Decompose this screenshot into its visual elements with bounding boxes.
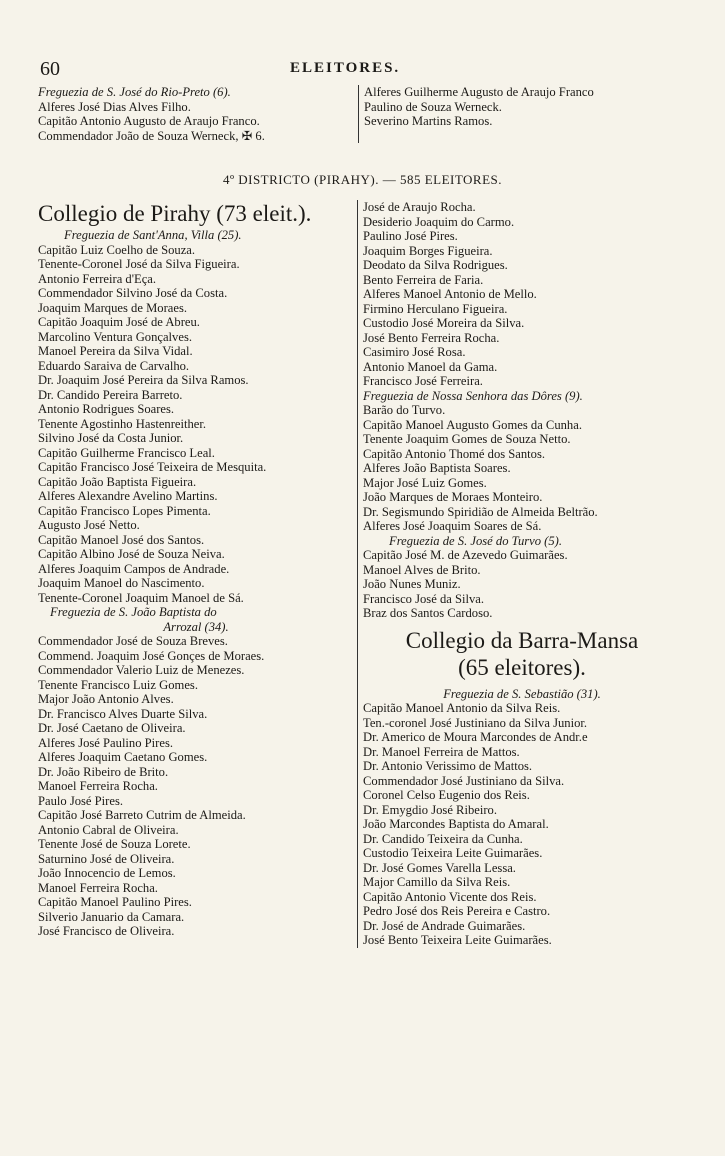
elector-entry: Capitão Manoel Paulino Pires. (38, 895, 192, 909)
elector-entry: Silverio Januario da Camara. (38, 909, 185, 924)
elector-entry: Dr. José de Andrade Guimarães. (363, 918, 526, 933)
top-left-column (38, 85, 359, 143)
elector-entry: Capitão Manoel Augusto Gomes da Cunha. (363, 417, 582, 432)
elector-entry: Tenente Francisco Luiz Gomes. (38, 677, 198, 692)
elector-list (38, 634, 354, 939)
elector-list (363, 701, 681, 948)
elector-entry: Braz dos Santos Cardoso. (363, 606, 493, 620)
elector-entry: Tenente-Coronel Joaquim Manoel de Sá. (38, 590, 244, 605)
elector-entry: Commendador José de Souza Breves. (38, 634, 228, 648)
elector-entry: Capitão Manoel Antonio da Silva Reis. (363, 701, 561, 715)
elector-entry: Capitão Albino José de Souza Neiva. (38, 547, 225, 561)
right-column (358, 200, 681, 948)
elector-entry: Dr. Candido Teixeira da Cunha. (363, 831, 523, 846)
elector-list (363, 403, 681, 534)
top-continuation (38, 85, 681, 143)
elector-entry: Eduardo Saraiva de Carvalho. (38, 358, 190, 373)
elector-entry: Capitão Antonio Vicente dos Reis. (363, 889, 537, 904)
elector-entry: Desiderio Joaquim do Carmo. (363, 214, 515, 229)
elector-entry: Alferes José Joaquim Soares de Sá. (363, 519, 542, 533)
elector-entry: Manoel Pereira da Silva Vidal. (38, 344, 193, 358)
college-title-barra-mansa: Collegio da Barra-Mansa (405, 627, 639, 653)
elector-entry: Dr. Emygdio José Ribeiro. (363, 802, 497, 817)
elector-entry: Ten.-coronel José Justiniano da Silva Junior. (363, 715, 588, 730)
elector-entry: Alferes Joaquim Caetano Gomes. (38, 750, 208, 764)
left-column (38, 200, 358, 948)
college-title-barra-mansa-count: (65 eleitores). (458, 654, 586, 680)
elector-entry: Capitão José M. de Azevedo Guimarães. (363, 548, 568, 562)
elector-entry: José Bento Ferreira Rocha. (363, 330, 500, 345)
parish-heading-cont: Arrozal (34). (163, 619, 229, 634)
elector-entry: Custodio José Moreira da Silva. (363, 316, 525, 330)
elector-entry: Commendador João de Souza Werneck, ✠ 6. (38, 128, 265, 143)
elector-entry: Capitão José Barreto Cutrim de Almeida. (38, 808, 246, 822)
elector-entry: Capitão Francisco José Teixeira de Mesquita. (38, 460, 267, 474)
elector-entry: Francisco José da Silva. (363, 591, 485, 606)
elector-entry: Paulino de Souza Werneck. (364, 99, 502, 114)
elector-entry: Deodato da Silva Rodrigues. (363, 258, 508, 272)
elector-entry: Dr. Americo de Moura Marcondes de Andr.e (363, 730, 588, 744)
elector-entry: Joaquim Marques de Moraes. (38, 300, 187, 315)
elector-entry: Capitão Francisco Lopes Pimenta. (38, 503, 211, 518)
elector-entry: Commend. Joaquim José Gonçes de Moraes. (38, 648, 265, 663)
elector-entry: Alferes José Dias Alves Filho. (38, 99, 191, 114)
elector-entry: Francisco José Ferreira. (363, 374, 483, 388)
elector-entry: Coronel Celso Eugenio dos Reis. (363, 788, 530, 802)
elector-entry: Commendador Silvino José da Costa. (38, 286, 228, 300)
elector-entry: Antonio Cabral de Oliveira. (38, 822, 179, 837)
parish-heading: Freguezia de Nossa Senhora das Dôres (9). (363, 388, 583, 403)
parish-heading: Freguezia de S. Sebastião (31). (443, 686, 601, 701)
elector-entry: Commendador José Justiniano da Silva. (363, 773, 565, 788)
elector-entry: Firmino Herculano Figueira. (363, 301, 508, 316)
elector-entry: Antonio Manoel da Gama. (363, 359, 498, 374)
elector-entry: Silvino José da Costa Junior. (38, 431, 184, 445)
elector-entry: Major João Antonio Alves. (38, 692, 174, 706)
elector-entry: Capitão Antonio Thomé dos Santos. (363, 446, 546, 461)
elector-entry: Manoel Alves de Brito. (363, 562, 481, 577)
elector-entry: Tenente Joaquim Gomes de Souza Netto. (363, 432, 571, 446)
elector-entry: José Francisco de Oliveira. (38, 924, 175, 938)
elector-entry: Joaquim Manoel do Nascimento. (38, 576, 205, 590)
elector-list (38, 243, 354, 606)
elector-entry: Alferes José Paulino Pires. (38, 735, 174, 750)
parish-heading: Freguezia de S. João Baptista do (50, 605, 217, 619)
district-heading: 4º DISTRICTO (PIRAHY). — 585 ELEITORES. (222, 172, 503, 187)
elector-entry: Dr. José Gomes Varella Lessa. (363, 860, 516, 875)
elector-entry: João Innocencio de Lemos. (38, 866, 176, 880)
elector-entry: Casimiro José Rosa. (363, 345, 466, 359)
elector-entry: José Bento Teixeira Leite Guimarães. (363, 933, 552, 947)
elector-entry: Manoel Ferreira Rocha. (38, 779, 158, 793)
elector-list (363, 200, 681, 389)
elector-entry: João Marques de Moraes Monteiro. (363, 490, 543, 504)
elector-entry: Paulino José Pires. (363, 229, 458, 243)
parish-heading: Freguezia de S. José do Turvo (5). (389, 533, 563, 548)
elector-entry: Antonio Ferreira d'Eça. (38, 271, 157, 286)
elector-entry: Tenente Agostinho Hastenreither. (38, 416, 207, 431)
elector-entry: Dr. João Ribeiro de Brito. (38, 764, 169, 779)
elector-entry: Tenente José de Souza Lorete. (38, 837, 191, 851)
elector-entry: Dr. Antonio Verissimo de Mattos. (363, 759, 533, 773)
elector-entry: Antonio Rodrigues Soares. (38, 402, 175, 416)
elector-entry: Tenente-Coronel José da Silva Figueira. (38, 257, 240, 271)
elector-entry: Augusto José Netto. (38, 518, 140, 532)
elector-entry: Alferes Alexandre Avelino Martins. (38, 489, 218, 503)
elector-entry: Paulo José Pires. (38, 793, 124, 808)
elector-entry: Alferes João Baptista Soares. (363, 461, 511, 475)
elector-entry: Major Camillo da Silva Reis. (363, 875, 511, 889)
elector-entry: Alferes Guilherme Augusto de Araujo Franco (364, 85, 594, 99)
elector-entry: Pedro José dos Reis Pereira e Castro. (363, 904, 551, 918)
elector-entry: Commendador Valerio Luiz de Menezes. (38, 663, 245, 677)
elector-entry: Freguezia de S. José do Rio-Preto (6). (38, 85, 231, 99)
main-columns (38, 200, 681, 948)
college-title-pirahy: Collegio de Pirahy (73 eleit.). (38, 201, 312, 226)
elector-entry: Capitão Manoel José dos Santos. (38, 532, 205, 547)
elector-entry: Major José Luiz Gomes. (363, 475, 487, 490)
elector-entry: Severino Martins Ramos. (364, 114, 493, 128)
elector-list (363, 548, 681, 621)
elector-entry: Capitão Antonio Augusto de Araujo Franco. (38, 114, 260, 128)
elector-entry: Capitão Joaquim José de Abreu. (38, 315, 200, 329)
elector-entry: João Nunes Muniz. (363, 577, 461, 591)
parish-heading: Freguezia de Sant'Anna, Villa (25). (64, 228, 242, 242)
elector-entry: José de Araujo Rocha. (363, 200, 476, 214)
elector-entry: Dr. Candido Pereira Barreto. (38, 387, 183, 402)
elector-entry: Marcolino Ventura Gonçalves. (38, 329, 192, 344)
elector-entry: Capitão João Baptista Figueira. (38, 474, 197, 489)
elector-entry: Barão do Turvo. (363, 403, 446, 417)
elector-entry: Saturnino José de Oliveira. (38, 851, 175, 866)
elector-entry: Capitão Guilherme Francisco Leal. (38, 445, 215, 460)
elector-entry: Dr. Segismundo Spiridião de Almeida Beltrão. (363, 504, 598, 519)
elector-entry: Bento Ferreira de Faria. (363, 272, 484, 287)
running-title: ELEITORES. (290, 60, 401, 76)
elector-entry: Dr. Joaquim José Pereira da Silva Ramos. (38, 373, 249, 387)
elector-entry: Dr. Francisco Alves Duarte Silva. (38, 706, 208, 721)
elector-entry: Manoel Ferreira Rocha. (38, 880, 158, 895)
elector-entry: Dr. José Caetano de Oliveira. (38, 721, 186, 735)
elector-entry: Custodio Teixeira Leite Guimarães. (363, 846, 543, 860)
elector-entry: Capitão Luiz Coelho de Souza. (38, 242, 196, 257)
elector-entry: João Marcondes Baptista do Amaral. (363, 817, 549, 831)
elector-entry: Alferes Manoel Antonio de Mello. (363, 287, 537, 301)
page-number: 60 (40, 58, 60, 80)
top-right-column (359, 85, 594, 143)
elector-entry: Alferes Joaquim Campos de Andrade. (38, 561, 230, 576)
elector-entry: Dr. Manoel Ferreira de Mattos. (363, 744, 520, 759)
elector-entry: Joaquim Borges Figueira. (363, 243, 493, 258)
